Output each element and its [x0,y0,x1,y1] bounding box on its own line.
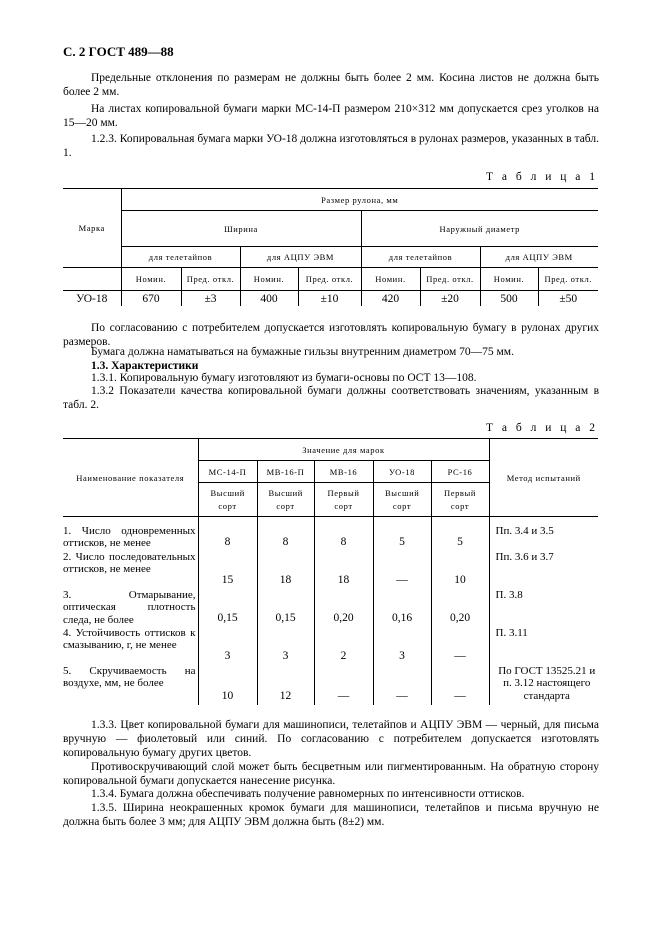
t2-cell: — [373,665,431,705]
t1-nom: Номин. [121,268,181,291]
t1-teletype-2: для телетайпов [361,247,480,268]
t2-mark: УО-18 [373,461,431,483]
t1-cell: 670 [121,291,181,307]
t2-grade: Высший сорт [198,483,257,517]
t2-cell: 0,20 [431,589,489,627]
t2-row [63,589,598,627]
t2-cell: 5 [431,525,489,551]
section-characteristics: 1.3. Характеристики [91,360,199,372]
t1-dev: Пред. откл. [298,268,361,291]
table-2 [63,438,598,705]
t2-cell: 10 [431,551,489,589]
t2-mark: МС-14-П [198,461,257,483]
paragraph-anticurl: Противоскручивающий слой может быть бесцветным или пигментированным. На обратную сторону копировальной бумаги допускается нанесение рисунка. [63,761,599,787]
paragraph-edges: 1.3.5. Ширина неокрашенных кромок бумаги для машинописи, телетайпов и письма вручную не должна быть более 3 мм; для АЦПУ ЭВМ должна быть (8±2) мм. [63,802,599,828]
t2-row-name: 4. Устойчивость оттисков к смазыванию, г, не менее [63,627,198,665]
t1-cell: ±3 [181,291,240,307]
paragraph-other-sizes: По согласованию с потребителем допускается изготовлять копировальную бумагу в рулонах других размеров. [63,322,599,348]
t2-cell: — [431,665,489,705]
t2-cell: 12 [257,665,314,705]
t1-row-mark: УО-18 [63,291,121,307]
t2-cell: 18 [257,551,314,589]
t2-cell: 0,15 [257,589,314,627]
t2-cell: — [314,665,373,705]
t2-row-name: 5. Скручиваемость на воздухе, мм, не более [63,665,198,705]
t2-cell: 5 [373,525,431,551]
t2-row-name: 3. Отмарывание, оптическая плотность следа, не более [63,589,198,627]
paragraph-rolls: 1.2.3. Копировальная бумага марки УО-18 должна изготовляться в рулонах размеров, указанных в табл. 1. [63,133,599,159]
t2-grade: Первый сорт [431,483,489,517]
t2-col-name: Наименование показателя [63,439,198,517]
t1-acpu-2: для АЦПУ ЭВМ [480,247,598,268]
t2-cell: — [431,627,489,665]
paragraph-uniform: 1.3.4. Бумага должна обеспечивать получение равномерных по интенсивности оттисков. [91,788,525,800]
t2-cell: 10 [198,665,257,705]
t2-mark: МВ-16-П [257,461,314,483]
t1-cell: 420 [361,291,420,307]
table1-caption: Т а б л и ц а 1 [485,171,598,183]
t1-width-header: Ширина [121,211,361,247]
t2-cell: 15 [198,551,257,589]
t1-nom: Номин. [361,268,420,291]
t2-row [63,665,598,705]
t2-cell: 3 [257,627,314,665]
t2-cell: 0,20 [314,589,373,627]
paragraph-corner-cut: На листах копировальной бумаги марки МС-14-П размером 210×312 мм допускается срез уголков на 15—20 мм. [63,103,599,129]
t1-col-mark: Марка [63,189,121,268]
t2-row [63,551,598,589]
t1-dev: Пред. откл. [538,268,598,291]
t2-col-method: Метод испытаний [489,439,598,517]
table2-caption: Т а б л и ц а 2 [485,422,598,434]
t2-row-method: Пп. 3.4 и 3.5 [489,525,598,551]
t2-mark: РС-16 [431,461,489,483]
t2-values-header: Значение для марок [198,439,489,461]
t1-nom: Номин. [480,268,538,291]
paragraph-sleeves: Бумага должна наматываться на бумажные гильзы внутренним диаметром 70—75 мм. [91,346,514,358]
t1-mark-empty [63,268,121,291]
t2-cell: 8 [257,525,314,551]
t2-cell: 2 [314,627,373,665]
t2-row-name: 2. Число последовательных оттисков, не менее [63,551,198,589]
t1-size-header: Размер рулона, мм [121,189,598,211]
t1-cell: ±50 [538,291,598,307]
t2-row-method: П. 3.8 [489,589,598,627]
t2-row-name: 1. Число одновременных оттисков, не менее [63,525,198,551]
t2-row [63,627,598,665]
t1-cell: 400 [240,291,298,307]
t2-cell: 8 [198,525,257,551]
t2-cell: 8 [314,525,373,551]
paragraph-base-paper: 1.3.1. Копировальную бумагу изготовляют из бумаги-основы по ОСТ 13—108. [91,372,477,384]
t1-cell: 500 [480,291,538,307]
t1-dev: Пред. откл. [420,268,480,291]
paragraph-quality: 1.3.2 Показатели качества копировальной бумаги должны соответствовать значениям, указанным в табл. 2. [63,385,599,411]
paragraph-color: 1.3.3. Цвет копировальной бумаги для машинописи, телетайпов и АЦПУ ЭВМ — черный, для письма вручную — фиолетовый или синий. По согласованию с потребителем допускается изготовлять копировальную бумагу других цветов. [63,719,599,759]
t2-row [63,525,598,551]
t1-teletype-1: для телетайпов [121,247,240,268]
t1-diameter-header: Наружный диаметр [361,211,598,247]
t1-nom: Номин. [240,268,298,291]
t2-row-method: Пп. 3.6 и 3.7 [489,551,598,589]
t2-cell: 3 [373,627,431,665]
page-header: С. 2 ГОСТ 489—88 [63,44,174,59]
t2-grade: Высший сорт [257,483,314,517]
t2-cell: 3 [198,627,257,665]
t1-cell: ±20 [420,291,480,307]
table-1 [63,188,598,306]
t2-cell: — [373,551,431,589]
t2-cell: 18 [314,551,373,589]
t2-cell: 0,15 [198,589,257,627]
t2-grade: Первый сорт [314,483,373,517]
t2-row-method: По ГОСТ 13525.21 и п. 3.12 настоящего стандарта [489,665,598,705]
t2-grade: Высший сорт [373,483,431,517]
t2-cell: 0,16 [373,589,431,627]
paragraph-tolerances: Предельные отклонения по размерам не должны быть более 2 мм. Косина листов не должна быть более 2 мм. [63,72,599,98]
t2-row-method: П. 3.11 [489,627,598,665]
t1-acpu-1: для АЦПУ ЭВМ [240,247,361,268]
t1-dev: Пред. откл. [181,268,240,291]
t1-cell: ±10 [298,291,361,307]
t2-mark: МВ-16 [314,461,373,483]
